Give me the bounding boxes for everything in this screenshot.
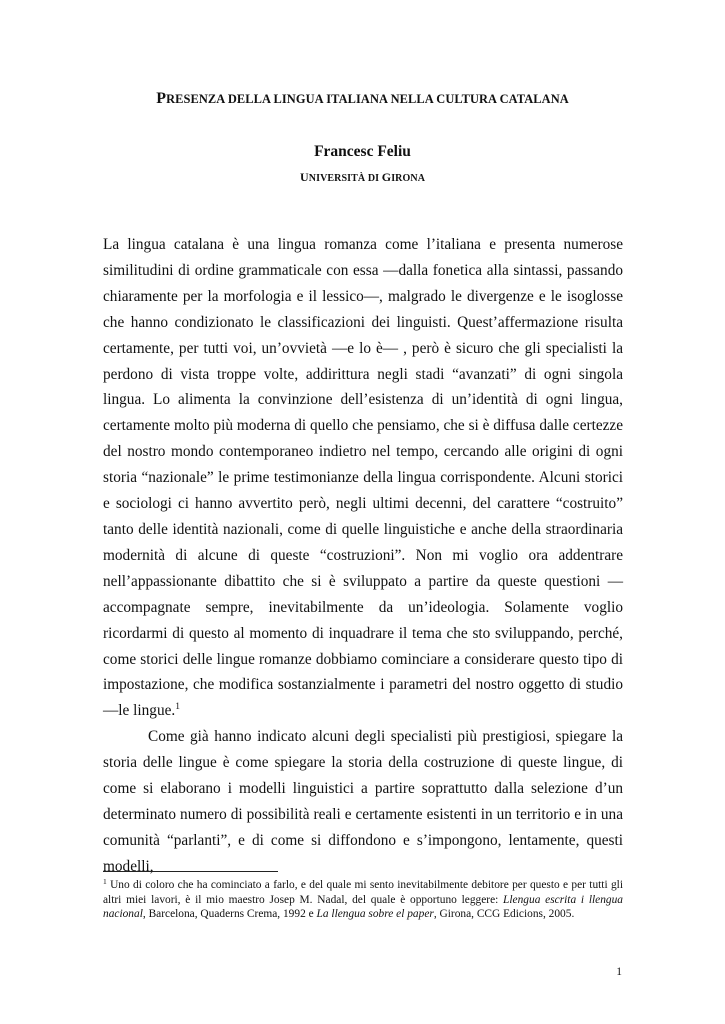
affiliation-g-initial: G [381, 170, 392, 184]
footnote-text-3: , Girona, CCG Edicions, 2005. [433, 908, 575, 921]
title-initial: P [156, 90, 167, 107]
footnote-book-title-2: La llengua sobre el paper [316, 908, 434, 921]
footnote-reference[interactable]: 1 [175, 702, 180, 713]
footnote-book-title-1: Llengua escrita i llengua nacional [103, 893, 623, 921]
title-rest: RESENZA DELLA LINGUA ITALIANA NELLA CULTURA CATALANA [166, 92, 569, 106]
affiliation-u-initial: U [299, 170, 309, 184]
paragraph-1-text: La lingua catalana è una lingua romanza come l’italiana e presenta numerose similitudini di ordine grammaticale con essa —dalla fonetica alla sintassi, passando chiaramente per la morfologia e il lessico—, malgrado le divergenze e le isoglosse che hanno condizionato le classificazioni dei linguisti. Quest’affermazione risulta certamente, per tutti voi, un’ovvietà —e lo è— , però è sicuro che gli specialisti la perdono di vista troppe volte, addirittura negli stadi “avanzati” di ogni singola lingua. Lo alimenta la convinzione dell’esistenza di un’identità di ogni lingua, certamente molto più moderna di quello che pensiamo, che si è diffusa dalle certezze del nostro mondo contemporaneo indietro nel tempo, cercando alle origini di ogni storia “nazionale” le prime testimonianze della lingua corrispondente. Alcuni storici e sociologi ci hanno avvertito però, negli ultimi decenni, del carattere “costruito” tanto delle identità nazionali, come di quelle linguistiche e anche della straordinaria modernità di alcune di queste “costruzioni”. Non mi voglio ora addentrare nell’appassionante dibattito che si è sviluppato a partire da queste questioni —accompagnate sempre, inevitabilmente da un’ideologia. Solamente voglio ricordarmi di questo al momento di inquadrare il tema che sto sviluppando, perché, come storici delle lingue romanze dobbiamo cominciare a considerare questo tipo di impostazione, che modifica sostanzialmente i parametri del nostro oggetto di studio —le lingue. [103, 236, 623, 720]
body-text [103, 232, 623, 880]
paper-title [0, 90, 725, 108]
paragraph-2 [103, 724, 623, 879]
paragraph-2-text: Come già hanno indicato alcuni degli specialisti più prestigiosi, spiegare la storia delle lingue è come spiegare la storia della costruzione di queste lingue, di come si elaborano i modelli linguistici a partire soprattutto dalla selezione d’un determinato numero di possibilità reali e certamente esistenti in un territorio e in una comunità “parlanti”, e di come si diffondono e s’impongono, lentamente, questi modelli, [103, 728, 623, 875]
author-name: Francesc Feliu [314, 143, 411, 160]
footnote-separator [103, 871, 278, 872]
footnote [103, 878, 623, 922]
footnote-text-2: , Barcelona, Quaderns Crema, 1992 e [142, 908, 317, 921]
affiliation-u-rest: NIVERSITÀ DI [308, 173, 382, 184]
affiliation-g-rest: IRONA [391, 173, 426, 184]
footnote-number: 1 [103, 877, 107, 886]
paragraph-1 [103, 232, 623, 724]
page-number: 1 [616, 966, 622, 978]
author-affiliation [0, 170, 725, 185]
footnote-text-1: Uno di coloro che ha cominciato a farlo, e del quale mi sento inevitabilmente debitore per questo e per tutti gli altri miei lavori, è il mio maestro Josep M. Nadal, del quale è opportuno leggere: [103, 879, 623, 906]
